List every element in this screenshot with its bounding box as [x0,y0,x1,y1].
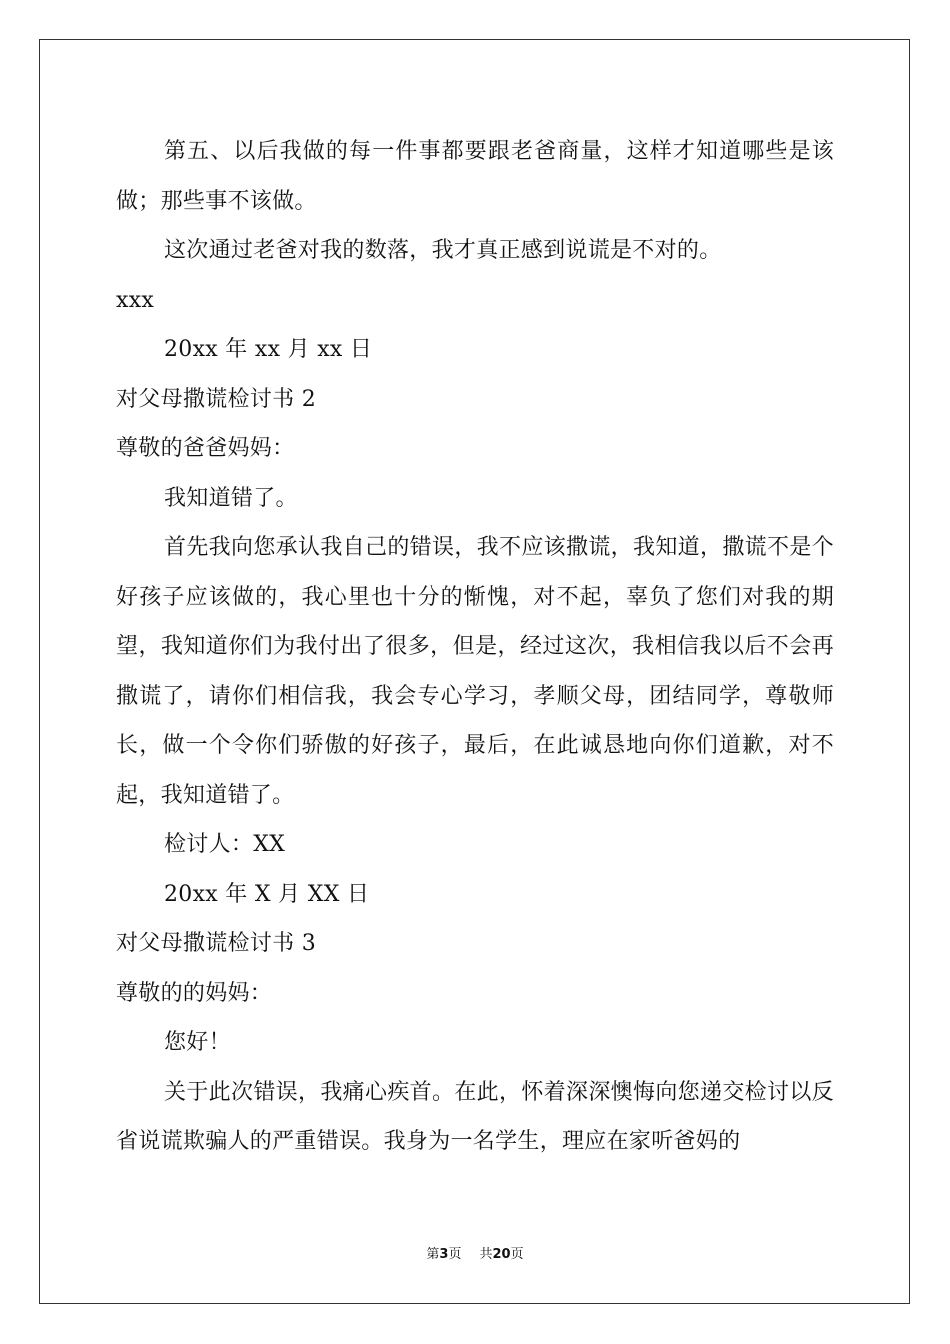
page-suffix: 页 [448,1247,462,1262]
greeting-3: 您好！ [164,1030,231,1055]
page-current: 3 [439,1247,449,1262]
signature: xxx [116,287,155,313]
body-paragraph-2: 首先我向您承认我自己的错误，我不应该撒谎，我知道，撒谎不是个好孩子应该做的，我心里也十分的惭愧，对不起，辜负了您们对我的期望，我知道你们为我付出了很多，但是，经过这次，我相信我以后不会再撒谎了，请你们相信我，我会专心学习，孝顺父母，团结同学，尊敬师长，做一个令你们骄傲的好孩子，最后，在此诚恳地向你们道歉，对不起，我知道错了。 [116,535,834,808]
salutation-2: 尊敬的爸爸妈妈： [116,436,295,461]
total-count: 20 [492,1247,511,1262]
page-number [426,1247,461,1262]
page-footer [0,1247,950,1263]
page-total [479,1247,523,1262]
total-prefix: 共 [479,1247,493,1262]
document-body [116,127,834,1167]
paragraph-fifth-point: 第五、以后我做的每一件事都要跟老爸商量，这样才知道哪些是该做；那些事不该做。 [116,139,834,214]
paragraph-conclusion: 这次通过老爸对我的数落，我才真正感到说谎是不对的。 [164,238,722,263]
total-suffix: 页 [510,1247,524,1262]
section-title-2: 对父母撒谎检讨书 2 [116,386,316,412]
date-1: 20xx 年 xx 月 xx 日 [164,337,373,362]
salutation-3: 尊敬的的妈妈： [116,980,273,1006]
page-prefix: 第 [426,1247,440,1262]
date-2: 20xx 年 X 月 XX 日 [164,881,370,907]
body-paragraph-3: 关于此次错误，我痛心疾首。在此，怀着深深懊悔向您递交检讨以反省说谎欺骗人的严重错误。我身为一名学生，理应在家听爸妈的 [116,1079,834,1154]
reviewer-2: 检讨人：XX [164,832,286,857]
section-title-3: 对父母撒谎检讨书 3 [116,931,316,956]
opening-2: 我知道错了。 [164,485,298,511]
